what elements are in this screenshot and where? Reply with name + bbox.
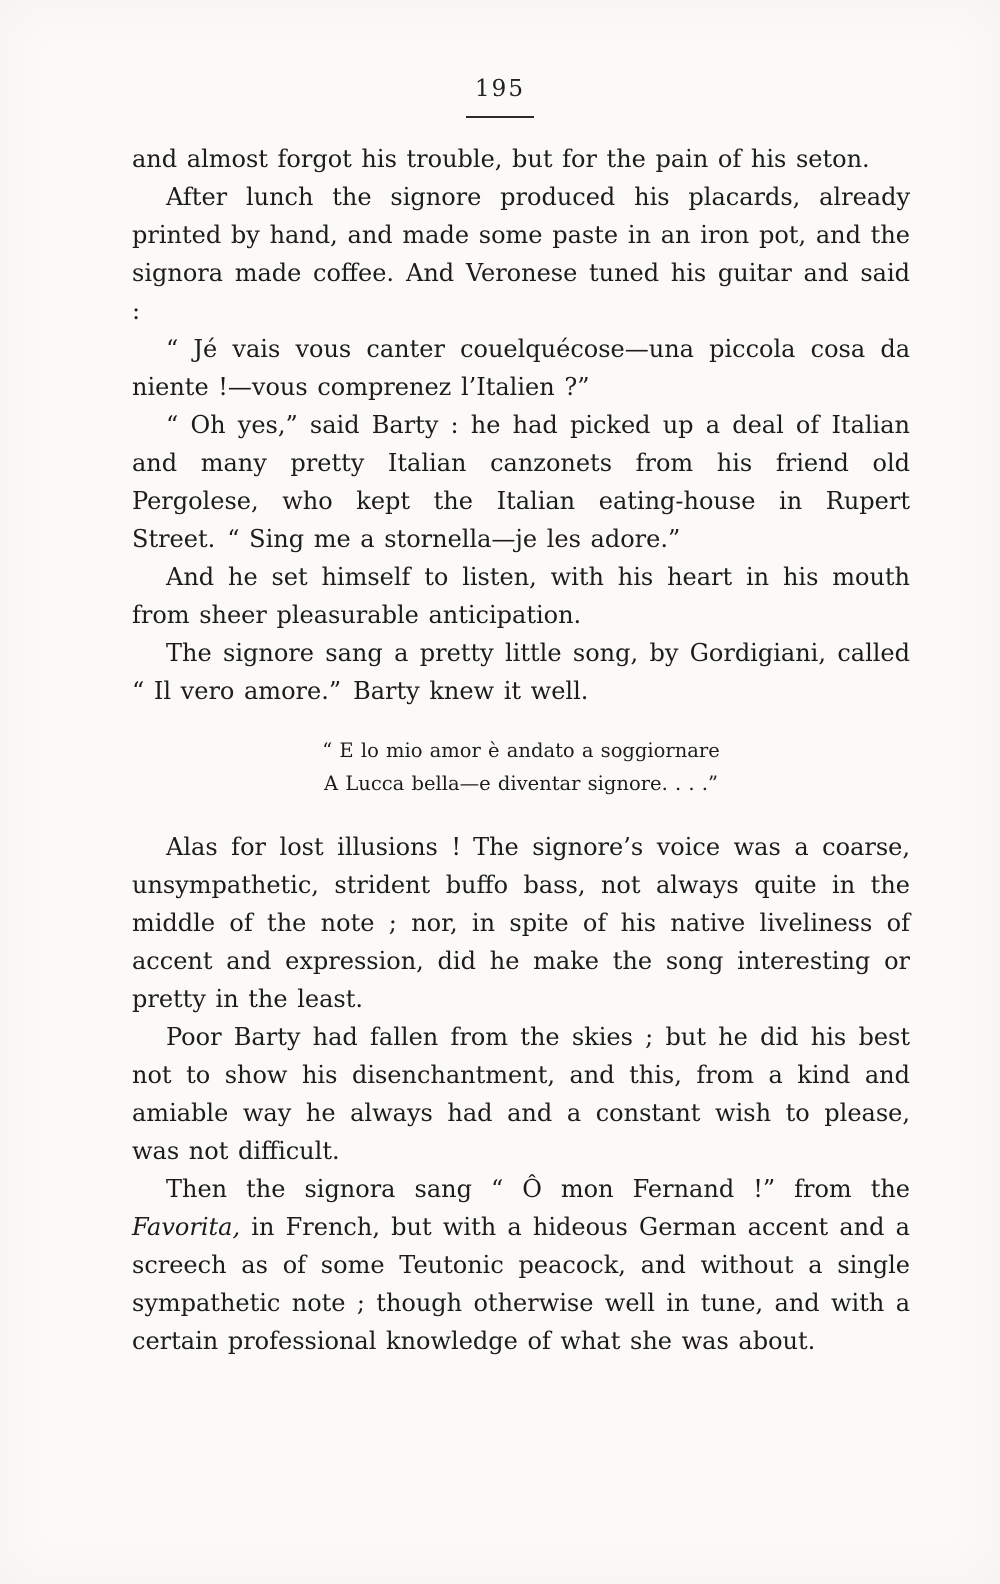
text-run: After lunch the signore produced his placards, already printed by hand, and made some paste in an iron pot, and the signora made coffee. And Veronese tuned his guitar and said : (132, 183, 910, 325)
paragraph (132, 558, 910, 634)
paragraph (132, 406, 910, 558)
verse-line: “ E lo mio amor è andato a soggiornare (322, 739, 720, 762)
text-run: “ Jé vais vous canter couelquécose—una piccola cosa da niente !—vous comprenez l’Italien ?” (132, 335, 910, 401)
text-run: The signore sang a pretty little song, by Gordigiani, called “ Il vero amore.” Barty knew it well. (132, 639, 910, 705)
paragraph (132, 828, 910, 1018)
paragraph (132, 1170, 910, 1360)
text-run: and almost forgot his trouble, but for the pain of his seton. (132, 145, 870, 173)
page-number: 195 (475, 76, 525, 102)
text-run: “ Oh yes,” said Barty : he had picked up a deal of Italian and many pretty Italian canzonets from his friend old Pergolese, who kept the Italian eating-house in Rupert Street. “ Sing me a stornella—je les adore.” (132, 411, 910, 553)
paragraph (132, 330, 910, 406)
italic-text-run: Favorita, (132, 1213, 241, 1241)
text-run: And he set himself to listen, with his heart in his mouth from sheer pleasurable anticipation. (132, 563, 910, 629)
text-run: Poor Barty had fallen from the skies ; but he did his best not to show his disenchantment, and this, from a kind and amiable way he always had and a constant wish to please, was not difficult. (132, 1023, 910, 1165)
body-text (132, 140, 910, 1360)
verse-line: A Lucca bella—e diventar signore. . . .” (324, 772, 718, 795)
page-number-rule (466, 116, 534, 118)
paragraph (132, 634, 910, 710)
paragraph (132, 178, 910, 330)
text-run: Alas for lost illusions ! The signore’s voice was a coarse, unsympathetic, strident buffo bass, not always quite in the middle of the note ; nor, in spite of his native liveliness of accent and expression, did he make the song interesting or pretty in the least. (132, 833, 910, 1013)
text-run: Then the signora sang “ Ô mon Fernand !” from the (166, 1175, 910, 1203)
paragraph (132, 1018, 910, 1170)
paragraph (132, 140, 910, 178)
text-run: in French, but with a hideous German accent and a screech as of some Teutonic peacock, and without a single sympathetic note ; though otherwise well in tune, and with a certain professional knowledge of what she was about. (132, 1213, 910, 1355)
verse-block (132, 734, 910, 800)
